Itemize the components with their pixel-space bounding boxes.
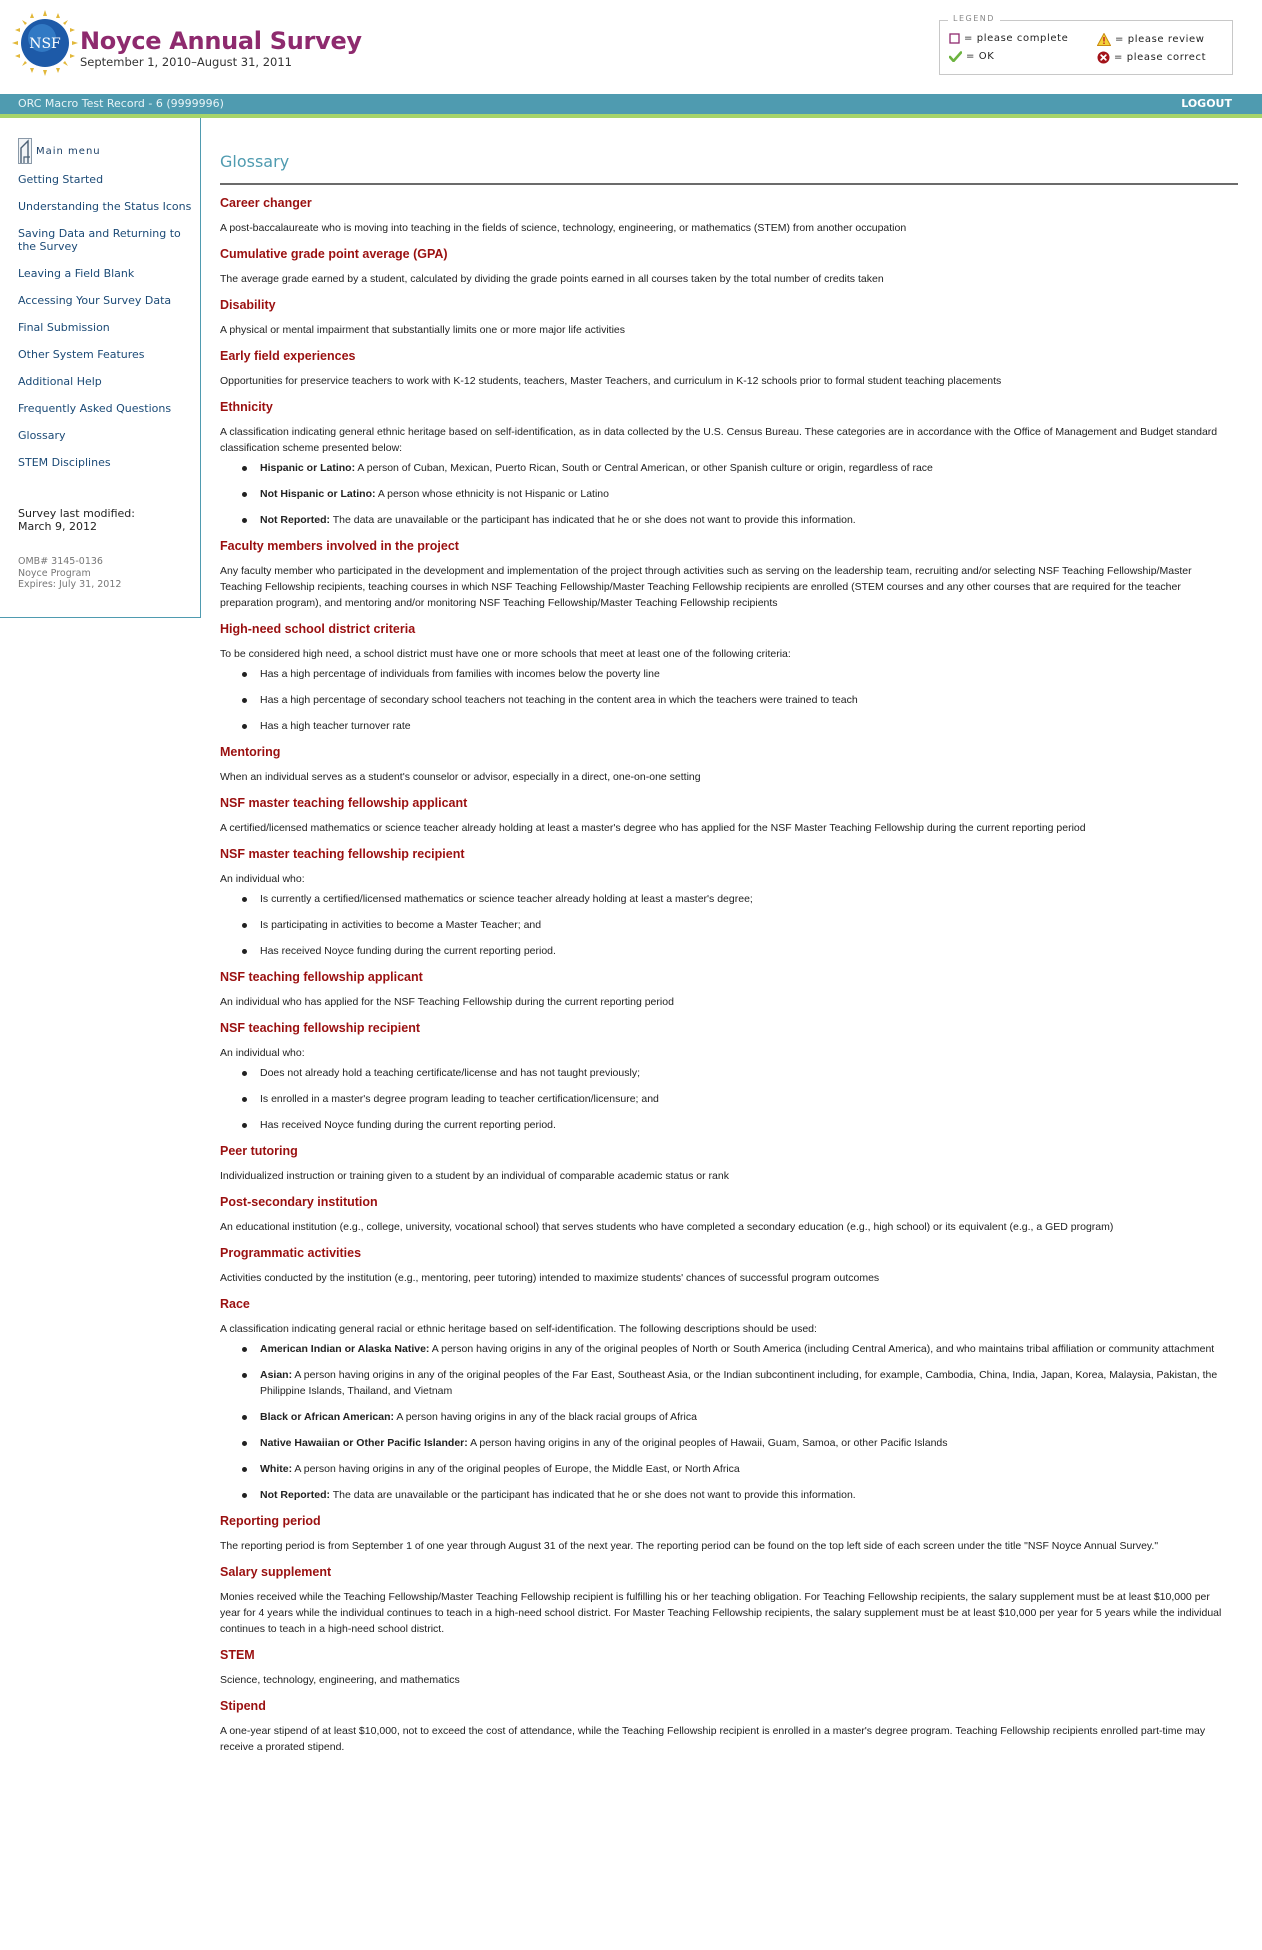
- glossary-entry: [220, 1143, 1238, 1184]
- bullet-label: Hispanic or Latino:: [260, 462, 356, 474]
- glossary-term: STEM: [220, 1648, 255, 1662]
- glossary-term: Race: [220, 1297, 250, 1311]
- glossary-definition: An individual who:: [220, 873, 305, 885]
- glossary-term: Disability: [220, 298, 276, 312]
- sidebar: [0, 118, 201, 618]
- glossary-definition: A classification indicating general racial or ethnic heritage based on self-identification. The following descriptions should be used:: [220, 1323, 817, 1335]
- glossary-definition: The reporting period is from September 1 of one year through August 31 of the next year. The reporting period can be found on the top left side of each screen under the title "NSF Noyce Annual Survey.": [220, 1540, 1159, 1552]
- glossary-term: Career changer: [220, 196, 312, 210]
- glossary-term: Faculty members involved in the project: [220, 539, 459, 553]
- glossary-term: High-need school district criteria: [220, 622, 416, 636]
- glossary-definition: Monies received while the Teaching Fellowship/Master Teaching Fellowship recipient is fulfilling his or her teaching obligation. For Teaching Fellowship recipients, the salary supplement must be at least $10,000 per year for 4 years while the individual continues to teach in a high-need school district. For Master Teaching Fellowship recipients, the salary supplement must be at least $10,000 per year for 5 years while the individual continues to teach in a high-need school district.: [220, 1591, 1222, 1635]
- glossary-definition: Science, technology, engineering, and mathematics: [220, 1674, 460, 1686]
- bullet-label: Native Hawaiian or Other Pacific Islander:: [260, 1437, 468, 1449]
- main-menu-icon: [18, 138, 32, 164]
- definition-bullet: [240, 718, 1230, 734]
- glossary-term: Peer tutoring: [220, 1144, 298, 1158]
- glossary-entry: [220, 399, 1238, 528]
- glossary-definition: Individualized instruction or training given to a student by an individual of comparable academic status or rank: [220, 1170, 729, 1182]
- glossary-entry: [220, 1513, 1238, 1554]
- title-divider: [220, 183, 1238, 185]
- glossary-term: Ethnicity: [220, 400, 273, 414]
- error-icon: [1097, 51, 1110, 64]
- record-label: ORC Macro Test Record - 6 (9999996): [18, 97, 224, 110]
- reporting-period: September 1, 2010–August 31, 2011: [80, 55, 292, 69]
- definition-bullet-list: [220, 460, 1238, 528]
- page-title: Glossary: [220, 152, 290, 171]
- glossary-entry: [220, 1564, 1238, 1637]
- definition-bullet: [240, 1487, 1230, 1503]
- glossary-definition: A post-baccalaureate who is moving into teaching in the fields of science, technology, engineering, or mathematics (STEM) from another occupation: [220, 222, 907, 234]
- definition-bullet: [240, 1367, 1230, 1399]
- glossary-entry: [220, 246, 1238, 287]
- legend-item-please-complete: = please complete: [949, 33, 1068, 44]
- sidebar-item-stem-disciplines[interactable]: STEM Disciplines: [18, 456, 111, 469]
- bullet-text: Is participating in activities to become a Master Teacher; and: [260, 919, 542, 931]
- sidebar-item-faq[interactable]: Frequently Asked Questions: [18, 402, 172, 415]
- glossary-term: Cumulative grade point average (GPA): [220, 247, 448, 261]
- legend-item-ok: = OK: [949, 51, 994, 62]
- bullet-text: Has a high percentage of secondary school teachers not teaching in the content area in which the teachers were trained to teach: [260, 694, 858, 706]
- definition-bullet-list: [220, 666, 1238, 734]
- sidebar-item-glossary[interactable]: Glossary: [18, 429, 66, 442]
- definition-bullet: [240, 1461, 1230, 1477]
- definition-bullet: [240, 460, 1230, 476]
- bullet-label: White:: [260, 1463, 293, 1475]
- glossary-entry: [220, 1647, 1238, 1688]
- glossary-definition: When an individual serves as a student's counselor or advisor, especially in a direct, one-on-one setting: [220, 771, 701, 783]
- definition-bullet: [240, 512, 1230, 528]
- bullet-text: Has received Noyce funding during the current reporting period.: [260, 945, 556, 957]
- sidebar-item-leaving-field-blank[interactable]: Leaving a Field Blank: [18, 267, 135, 280]
- bullet-text: Does not already hold a teaching certificate/license and has not taught previously;: [260, 1067, 640, 1079]
- definition-bullet: [240, 943, 1230, 959]
- definition-bullet-list: [220, 1065, 1238, 1133]
- survey-last-modified: Survey last modified: March 9, 2012: [18, 507, 135, 533]
- glossary-term: Reporting period: [220, 1514, 321, 1528]
- definition-bullet: [240, 666, 1230, 682]
- glossary-term: Early field experiences: [220, 349, 356, 363]
- bullet-text: A person having origins in any of the original peoples of North or South America (including Central America), and who maintains tribal affiliation or community attachment: [429, 1343, 1215, 1355]
- logout-button[interactable]: LOGOUT: [1181, 97, 1232, 110]
- bullet-text: The data are unavailable or the participant has indicated that he or she does not want to provide this information.: [330, 1489, 856, 1501]
- definition-bullet-list: [220, 891, 1238, 959]
- glossary-list: [220, 195, 1238, 1755]
- glossary-definition: A physical or mental impairment that substantially limits one or more major life activities: [220, 324, 625, 336]
- glossary-term: NSF teaching fellowship applicant: [220, 970, 423, 984]
- definition-bullet: [240, 1091, 1230, 1107]
- definition-bullet: [240, 1065, 1230, 1081]
- sidebar-item-saving-data[interactable]: Saving Data and Returning to the Survey: [18, 227, 181, 253]
- bullet-label: Not Hispanic or Latino:: [260, 488, 376, 500]
- glossary-definition: An educational institution (e.g., college, university, vocational school) that serves students who have completed a secondary education (e.g., high school) or its equivalent (e.g., a GED program): [220, 1221, 1114, 1233]
- bullet-text: A person whose ethnicity is not Hispanic or Latino: [375, 488, 609, 500]
- definition-bullet-list: [220, 1341, 1238, 1503]
- glossary-term: Post-secondary institution: [220, 1195, 378, 1209]
- bullet-label: Not Reported:: [260, 514, 330, 526]
- warning-icon: [1097, 33, 1111, 46]
- sidebar-item-additional-help[interactable]: Additional Help: [18, 375, 102, 388]
- glossary-term: Programmatic activities: [220, 1246, 362, 1260]
- bullet-label: Asian:: [260, 1369, 293, 1381]
- top-bar: [0, 94, 1262, 114]
- glossary-entry: [220, 744, 1238, 785]
- glossary-definition: An individual who has applied for the NSF Teaching Fellowship during the current reporting period: [220, 996, 674, 1008]
- glossary-term: NSF master teaching fellowship recipient: [220, 847, 465, 861]
- nsf-logo: [12, 10, 78, 76]
- glossary-definition: To be considered high need, a school district must have one or more schools that meet at least one of the following criteria:: [220, 648, 791, 660]
- bullet-label: Not Reported:: [260, 1489, 330, 1501]
- glossary-definition: The average grade earned by a student, calculated by dividing the grade points earned in all courses taken by the total number of credits taken: [220, 273, 884, 285]
- empty-box-icon: [949, 33, 960, 44]
- sidebar-item-accessing-data[interactable]: Accessing Your Survey Data: [18, 294, 172, 307]
- legend-item-please-review: = please review: [1097, 33, 1205, 46]
- sidebar-item-final-submission[interactable]: Final Submission: [18, 321, 110, 334]
- glossary-entry: [220, 846, 1238, 959]
- glossary-entry: [220, 1296, 1238, 1503]
- glossary-definition: A classification indicating general ethnic heritage based on self-identification, as in data collected by the U.S. Census Bureau. These categories are in accordance with the Office of Management and Budget standard classification scheme presented below:: [220, 426, 1218, 454]
- definition-bullet: [240, 917, 1230, 933]
- bullet-text: A person having origins in any of the original peoples of the Far East, Southeast Asia, or the Indian subcontinent including, for example, Cambodia, China, India, Japan, Korea, Malaysia, Pakistan, the Philippine Islands, Thailand, and Vietnam: [260, 1369, 1218, 1397]
- bullet-text: Is enrolled in a master's degree program leading to teacher certification/licensure; and: [260, 1093, 659, 1105]
- glossary-entry: [220, 795, 1238, 836]
- bullet-text: Is currently a certified/licensed mathematics or science teacher already holding at least a master's degree;: [260, 893, 753, 905]
- glossary-definition: A certified/licensed mathematics or science teacher already holding at least a master's degree who has applied for the NSF Master Teaching Fellowship during the current reporting period: [220, 822, 1086, 834]
- bullet-label: American Indian or Alaska Native:: [260, 1343, 430, 1355]
- svg-text:NSF: NSF: [29, 36, 61, 52]
- glossary-term: NSF master teaching fellowship applicant: [220, 796, 468, 810]
- bullet-text: A person having origins in any of the original peoples of Europe, the Middle East, or North Africa: [292, 1463, 740, 1475]
- definition-bullet: [240, 1117, 1230, 1133]
- glossary-term: Mentoring: [220, 745, 281, 759]
- glossary-entry: [220, 348, 1238, 389]
- main-menu-link[interactable]: Main menu: [18, 138, 101, 164]
- sidebar-item-getting-started[interactable]: Getting Started: [18, 173, 104, 186]
- glossary-entry: [220, 1245, 1238, 1286]
- sidebar-item-other-features[interactable]: Other System Features: [18, 348, 145, 361]
- glossary-definition: Activities conducted by the institution (e.g., mentoring, peer tutoring) intended to maximize students' chances of successful program outcomes: [220, 1272, 880, 1284]
- glossary-definition: Any faculty member who participated in the development and implementation of the project through activities such as serving on the leadership team, recruiting and/or selecting NSF Teaching Fellowship/Master Teaching Fellowship recipients, teaching courses in which NSF Teaching Fellowship/Master Teaching Fellowship recipients are enrolled (STEM courses and any other courses that are required for the teacher preparation program), and mentoring and/or monitoring NSF Teaching Fellowship/Master Teaching Fellowship recipients: [220, 565, 1192, 609]
- legend-item-please-correct: = please correct: [1097, 51, 1206, 64]
- definition-bullet: [240, 486, 1230, 502]
- legend-title: LEGEND: [948, 14, 1000, 23]
- glossary-definition: Opportunities for preservice teachers to work with K-12 students, teachers, Master Teachers, and curriculum in K-12 schools prior to formal student teaching placements: [220, 375, 1002, 387]
- glossary-term: Stipend: [220, 1699, 266, 1713]
- glossary-entry: [220, 195, 1238, 236]
- glossary-definition: An individual who:: [220, 1047, 305, 1059]
- definition-bullet: [240, 891, 1230, 907]
- page-header: [0, 0, 1262, 92]
- definition-bullet: [240, 1435, 1230, 1451]
- glossary-definition: A one-year stipend of at least $10,000, not to exceed the cost of attendance, while the Teaching Fellowship recipient is enrolled in a master's degree program. Teaching Fellowship recipients enrolled part-time may receive a prorated stipend.: [220, 1725, 1206, 1753]
- glossary-entry: [220, 1194, 1238, 1235]
- glossary-entry: [220, 1698, 1238, 1755]
- glossary-entry: [220, 1020, 1238, 1133]
- definition-bullet: [240, 692, 1230, 708]
- glossary-term: NSF teaching fellowship recipient: [220, 1021, 421, 1035]
- bullet-text: Has a high percentage of individuals from families with incomes below the poverty line: [260, 668, 660, 680]
- glossary-entry: [220, 969, 1238, 1010]
- bullet-label: Black or African American:: [260, 1411, 395, 1423]
- omb-info: OMB# 3145-0136 Noyce Program Expires: July 31, 2012: [18, 556, 122, 590]
- app-title: Noyce Annual Survey: [80, 27, 362, 55]
- bullet-text: The data are unavailable or the participant has indicated that he or she does not want to provide this information.: [330, 514, 856, 526]
- bullet-text: A person having origins in any of the black racial groups of Africa: [394, 1411, 697, 1423]
- glossary-entry: [220, 538, 1238, 611]
- definition-bullet: [240, 1409, 1230, 1425]
- glossary-term: Salary supplement: [220, 1565, 332, 1579]
- checkmark-icon: [949, 51, 962, 62]
- bullet-text: Has a high teacher turnover rate: [260, 720, 411, 732]
- bullet-text: Has received Noyce funding during the current reporting period.: [260, 1119, 556, 1131]
- bullet-text: A person of Cuban, Mexican, Puerto Rican, South or Central American, or other Spanish culture or origin, regardless of race: [355, 462, 933, 474]
- glossary-entry: [220, 297, 1238, 338]
- status-legend: [939, 14, 1233, 75]
- sidebar-nav: [18, 173, 193, 483]
- main-content: [220, 118, 1238, 1755]
- bullet-text: A person having origins in any of the original peoples of Hawaii, Guam, Samoa, or other Pacific Islands: [467, 1437, 948, 1449]
- sidebar-item-status-icons[interactable]: Understanding the Status Icons: [18, 200, 192, 213]
- definition-bullet: [240, 1341, 1230, 1357]
- glossary-entry: [220, 621, 1238, 734]
